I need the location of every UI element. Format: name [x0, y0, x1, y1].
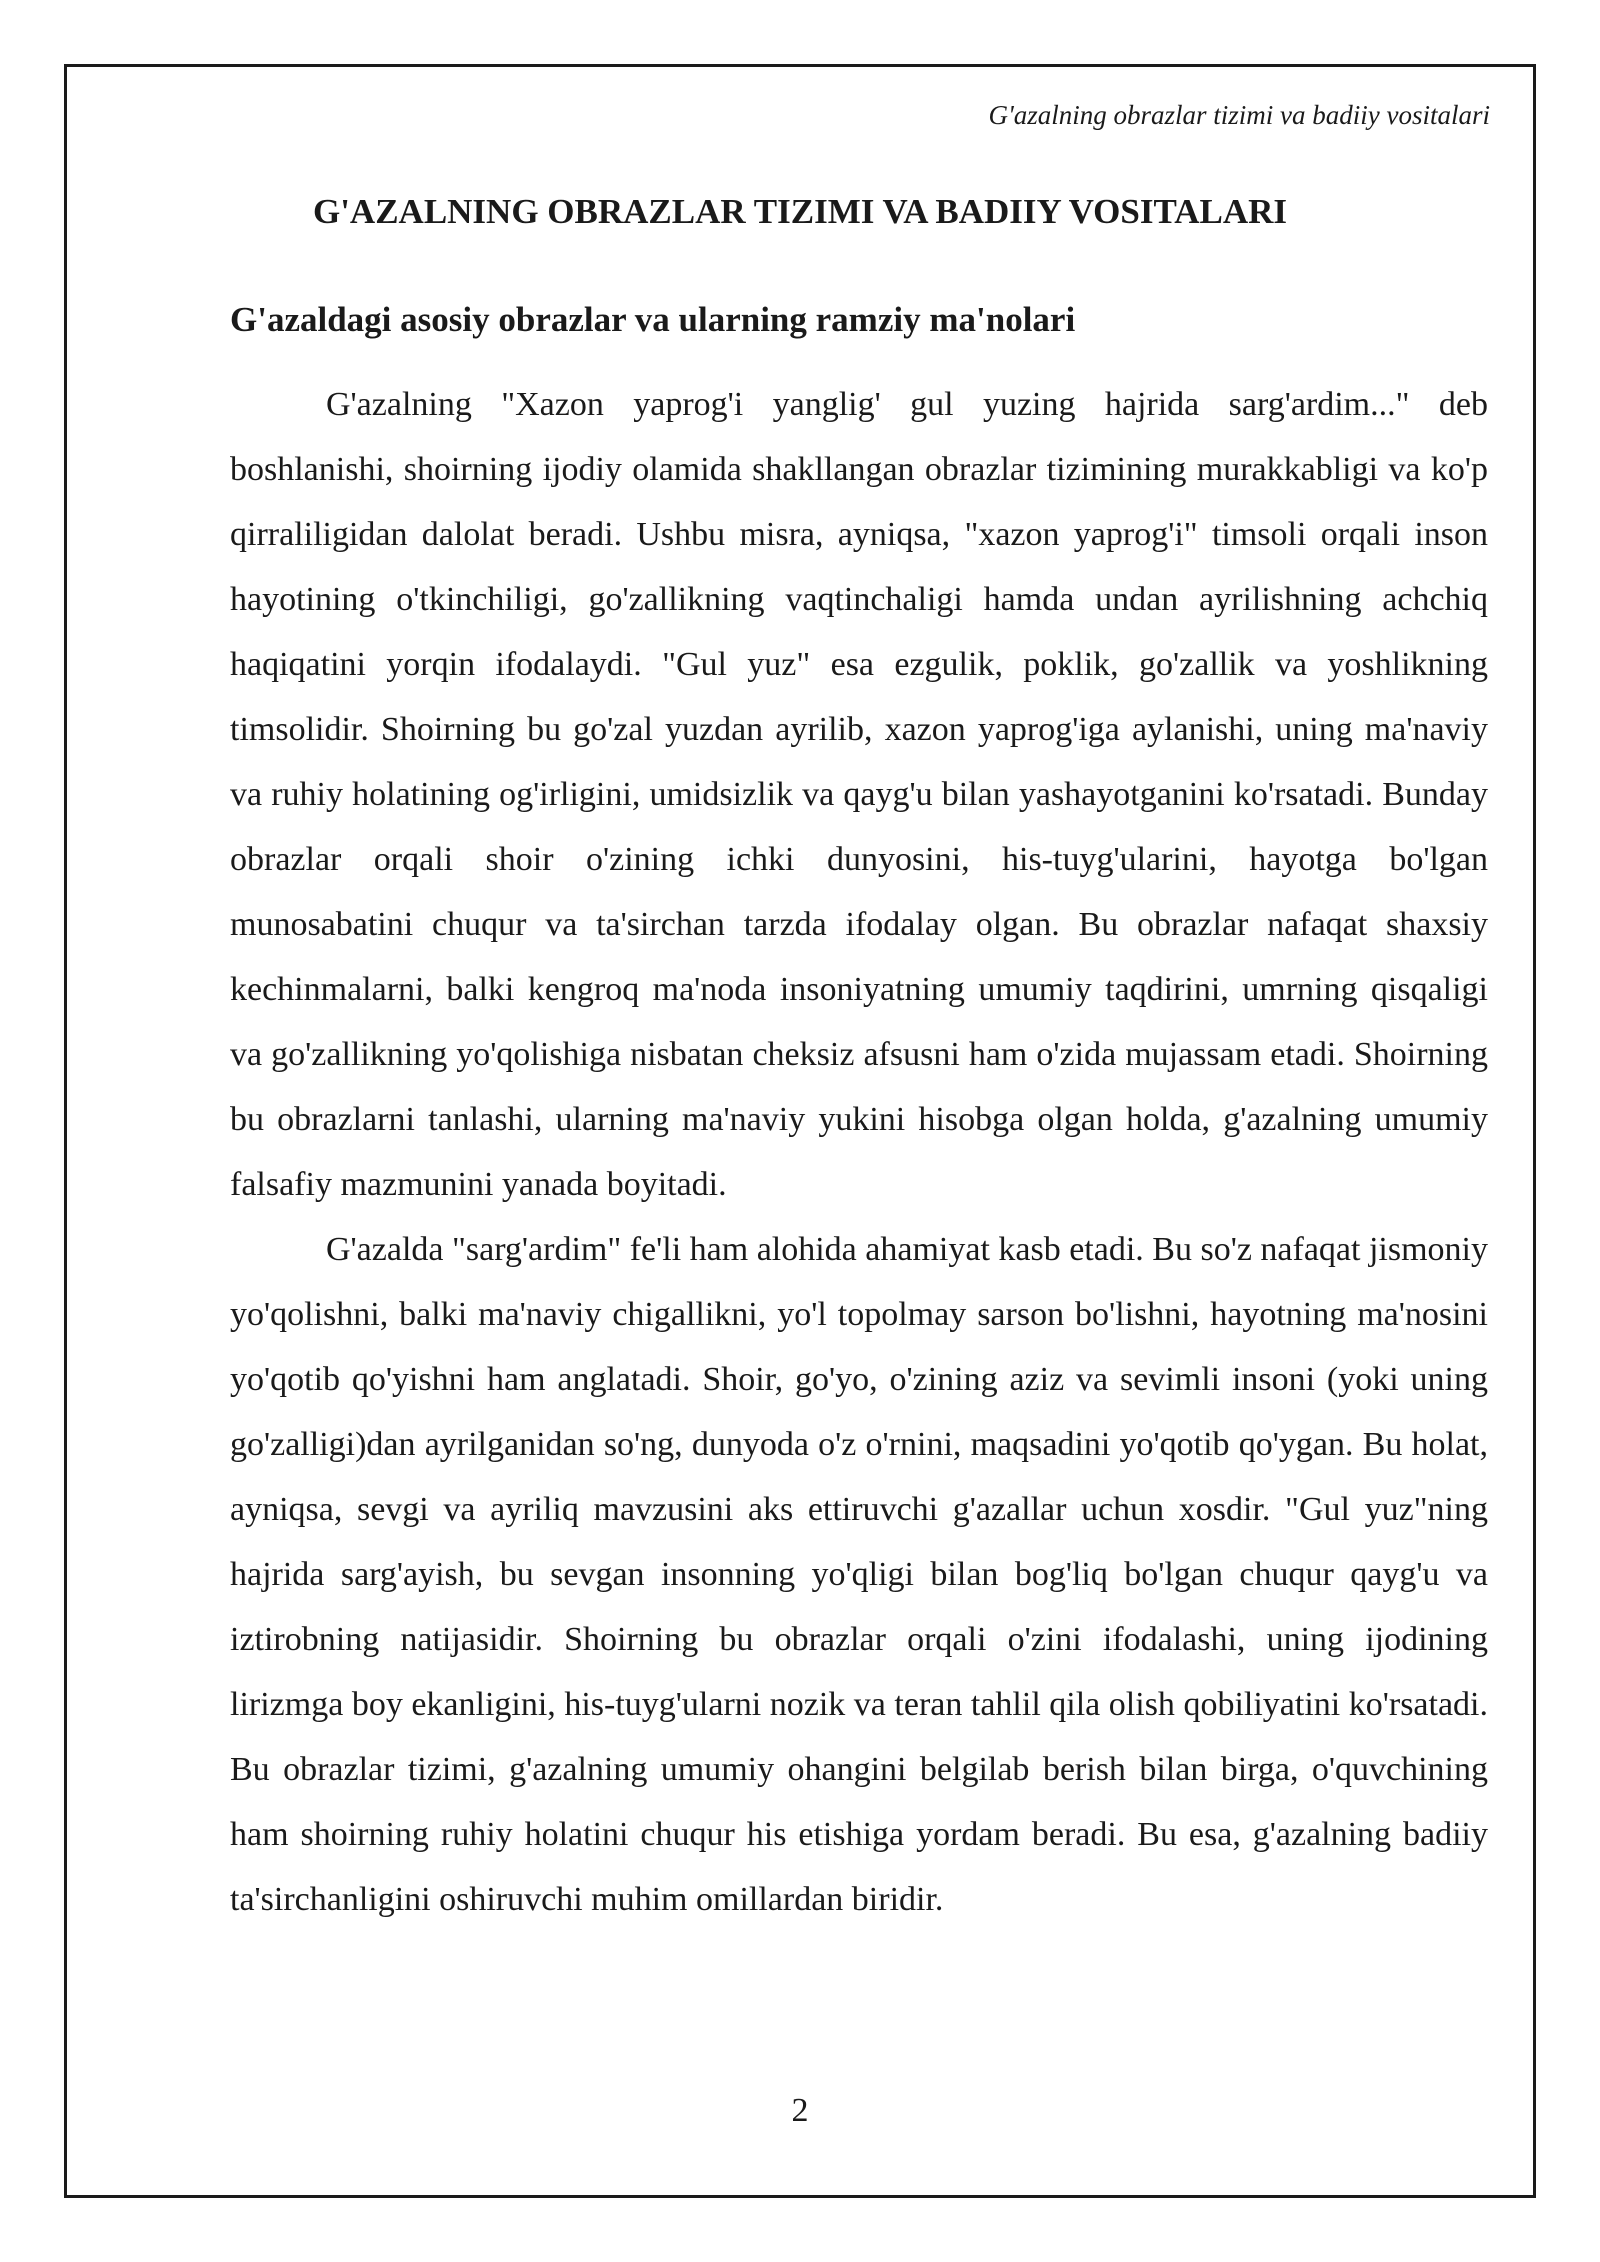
document-title: G'AZALNING OBRAZLAR TIZIMI VA BADIIY VOSITALARI [312, 192, 1288, 231]
running-header: G'azalning obrazlar tizimi va badiiy vositalari [988, 100, 1490, 130]
paragraph-2: G'azalda "sarg'ardim" fe'li ham alohida ahamiyat kasb etadi. Bu so'z nafaqat jismoniy yo'qolishni, balki ma'naviy chigallikni, yo'l topolmay sarson bo'lishni, hayotning ma'nosini yo'qotib qo'yishni ham anglatadi. Shoir, go'yo, o'zining aziz va sevimli insoni (yoki uning go'zalligi)dan ayrilganidan so'ng, dunyoda o'z o'rnini, maqsadini yo'qotib qo'ygan. Bu holat, ayniqsa, sevgi va ayriliq mavzusini aks ettiruvchi g'azallar uchun xosdir. "Gul yuz"ning hajrida sarg'ayish, bu sevgan insonning yo'qligi bilan bog'liq bo'lgan chuqur qayg'u va iztirobning natijasidir. Shoirning bu obrazlar orqali o'zini ifodalashi, uning ijodining lirizmga boy ekanligini, his-tuyg'ularni nozik va teran tahlil qila olish qobiliyatini ko'rsatadi. Bu obrazlar tizimi, g'azalning umumiy ohangini belgilab berish bilan birga, o'quvchining ham shoirning ruhiy holatini chuqur his etishiga yordam beradi. Bu esa, g'azalning badiiy ta'sirchanligini oshiruvchi muhim omillardan biridir. [230, 1231, 1488, 1918]
body-text [230, 372, 1488, 1932]
paragraph-1: G'azalning "Xazon yaprog'i yanglig' gul yuzing hajrida sarg'ardim..." deb boshlanishi, shoirning ijodiy olamida shakllangan obrazlar tizimining murakkabligi va ko'p qirraliligidan dalolat beradi. Ushbu misra, ayniqsa, "xazon yaprog'i" timsoli orqali inson hayotining o'tkinchiligi, go'zallikning vaqtinchaligi hamda undan ayrilishning achchiq haqiqatini yorqin ifodalaydi. "Gul yuz" esa ezgulik, poklik, go'zallik va yoshlikning timsolidir. Shoirning bu go'zal yuzdan ayrilib, xazon yaprog'iga aylanishi, uning ma'naviy va ruhiy holatining og'irligini, umidsizlik va qayg'u bilan yashayotganini ko'rsatadi. Bunday obrazlar orqali shoir o'zining ichki dunyosini, his-tuyg'ularini, hayotga bo'lgan munosabatini chuqur va ta'sirchan tarzda ifodalay olgan. Bu obrazlar nafaqat shaxsiy kechinmalarni, balki kengroq ma'noda insoniyatning umumiy taqdirini, umrning qisqaligi va go'zallikning yo'qolishiga nisbatan cheksiz afsusni ham o'zida mujassam etadi. Shoirning bu obrazlarni tanlashi, ularning ma'naviy yukini hisobga olgan holda, g'azalning umumiy falsafiy mazmunini yanada boyitadi. [230, 386, 1488, 1203]
section-heading: G'azaldagi asosiy obrazlar va ularning ramziy ma'nolari [230, 300, 1076, 339]
page-number: 2 [791, 2092, 809, 2129]
